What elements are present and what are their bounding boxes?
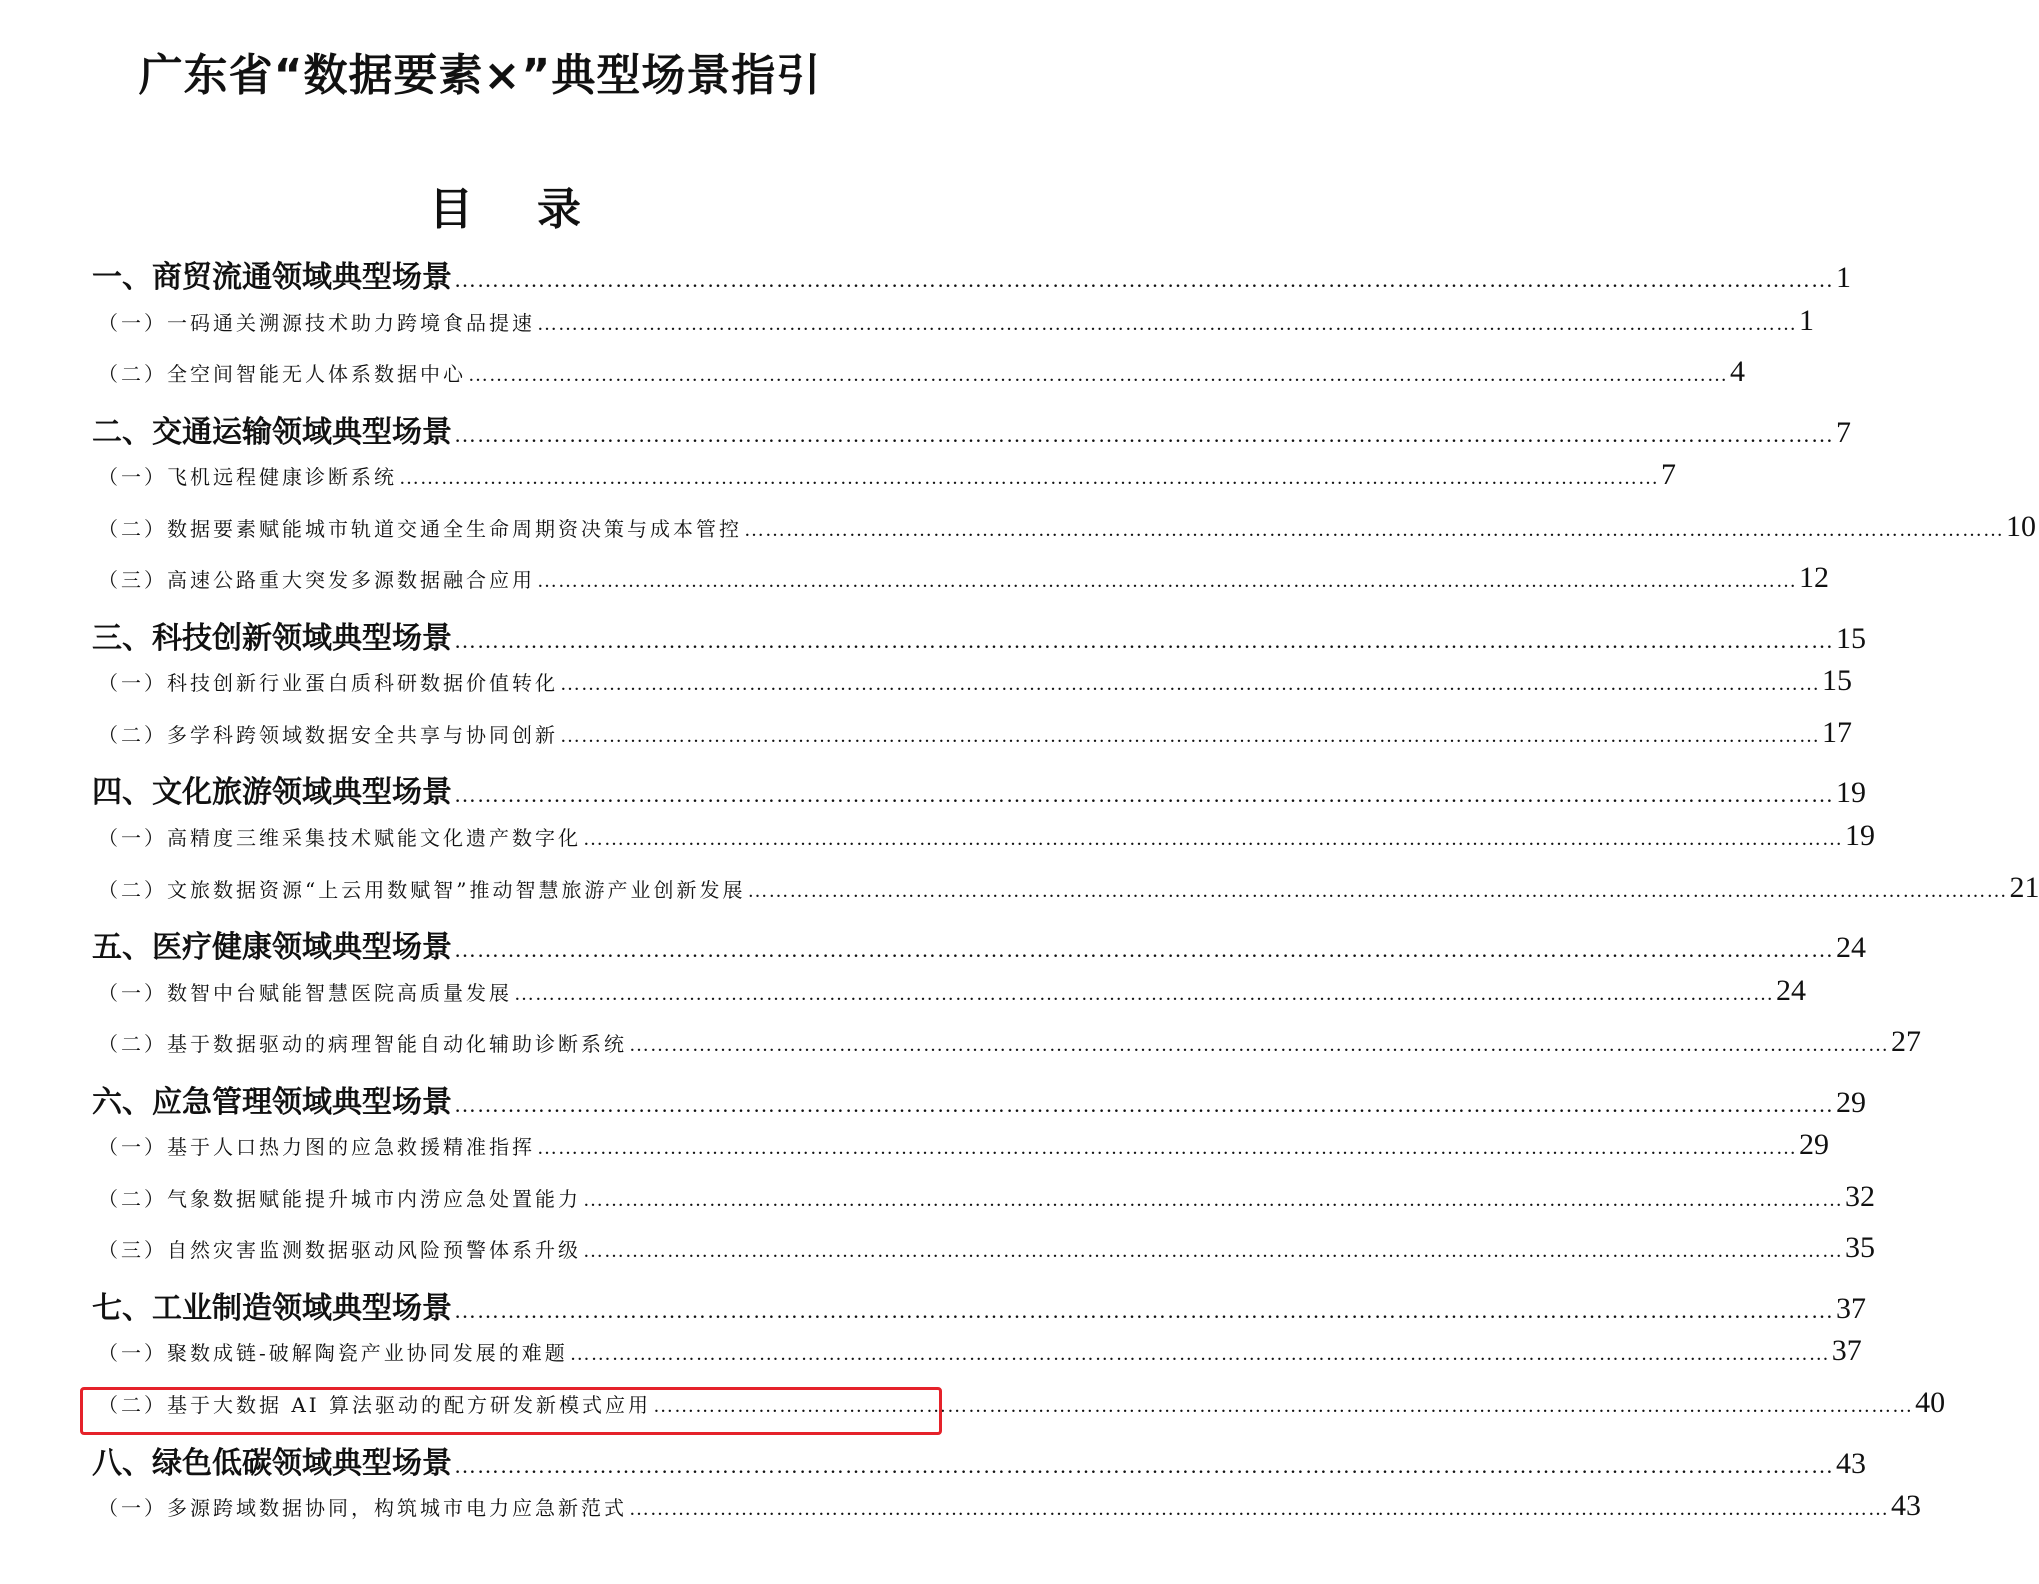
- toc-section-entry[interactable]: [92, 767, 1866, 819]
- toc-dot-leader: ………………………………………………………………………………………………………………………………………………………………: [454, 1091, 1834, 1117]
- toc-subsection-entry[interactable]: [92, 1025, 1921, 1077]
- toc-dot-leader: ………………………………………………………………………………………………………………………………………………………………: [629, 1034, 1889, 1057]
- toc-dot-leader: ………………………………………………………………………………………………………………………………………………………………: [514, 982, 1774, 1005]
- toc-entry-label: 五、医疗健康领域典型场景: [92, 930, 452, 966]
- toc-subsection-entry[interactable]: [92, 1231, 1875, 1283]
- toc-entry-label: 二、交通运输领域典型场景: [92, 414, 452, 450]
- toc-entry-label: （二）数据要素赋能城市轨道交通全生命周期资决策与成本管控: [98, 516, 742, 541]
- toc-page-number: 1: [1799, 303, 1814, 337]
- table-of-contents: [92, 252, 2039, 1541]
- toc-page-number: 24: [1776, 973, 1806, 1007]
- toc-entry-label: （二）基于大数据 AI 算法驱动的配方研发新模式应用: [98, 1393, 652, 1418]
- toc-page-number: 17: [1822, 715, 1852, 749]
- toc-dot-leader: ………………………………………………………………………………………………………………………………………………………………: [583, 828, 1843, 851]
- toc-entry-label: （二）多学科跨领域数据安全共享与协同创新: [98, 722, 558, 747]
- toc-entry-label: （二）气象数据赋能提升城市内涝应急处置能力: [98, 1186, 581, 1211]
- toc-entry-label: （二）基于数据驱动的病理智能自动化辅助诊断系统: [98, 1032, 627, 1057]
- toc-entry-label: （二）文旅数据资源“上云用数赋智”推动智慧旅游产业创新发展: [98, 877, 746, 902]
- toc-entry-label: （一）多源跨域数据协同，构筑城市电力应急新范式: [98, 1496, 627, 1521]
- toc-section-entry[interactable]: [92, 1077, 1866, 1129]
- toc-subsection-entry[interactable]: [92, 355, 1745, 407]
- toc-entry-label: （一）聚数成链-破解陶瓷产业协同发展的难题: [98, 1341, 568, 1366]
- toc-dot-leader: ………………………………………………………………………………………………………………………………………………………………: [629, 1498, 1889, 1521]
- toc-dot-leader: ………………………………………………………………………………………………………………………………………………………………: [747, 879, 2008, 902]
- toc-entry-label: （一）一码通关溯源技术助力跨境食品提速: [98, 310, 535, 335]
- toc-heading-char: 录: [537, 184, 581, 235]
- toc-entry-label: （三）高速公路重大突发多源数据融合应用: [98, 568, 535, 593]
- toc-subsection-entry[interactable]: [92, 664, 1852, 716]
- toc-subsection-entry[interactable]: [92, 1179, 1875, 1232]
- toc-page-number: 32: [1845, 1179, 1875, 1213]
- toc-section-entry[interactable]: [92, 1283, 1866, 1335]
- toc-dot-leader: ………………………………………………………………………………………………………………………………………………………………: [537, 1137, 1797, 1160]
- toc-page-number: 37: [1836, 1291, 1866, 1325]
- red-highlight-box: [80, 1387, 942, 1435]
- toc-page-number: 40: [1915, 1386, 1946, 1420]
- toc-dot-leader: ………………………………………………………………………………………………………………………………………………………………: [454, 627, 1834, 653]
- toc-page-number: 10: [2006, 509, 2036, 543]
- toc-dot-leader: ………………………………………………………………………………………………………………………………………………………………: [653, 1395, 1914, 1418]
- toc-entry-label: （一）数智中台赋能智慧医院高质量发展: [98, 980, 512, 1005]
- toc-page-number: 1: [1836, 261, 1851, 294]
- toc-dot-leader: ………………………………………………………………………………………………………………………………………………………………: [399, 467, 1659, 490]
- toc-entry-label: （一）基于人口热力图的应急救援精准指挥: [98, 1135, 535, 1160]
- toc-subsection-entry[interactable]: [92, 303, 1814, 356]
- toc-page-number: 35: [1845, 1231, 1875, 1265]
- toc-dot-leader: ………………………………………………………………………………………………………………………………………………………………: [537, 312, 1797, 335]
- toc-dot-leader: ………………………………………………………………………………………………………………………………………………………………: [454, 782, 1834, 808]
- toc-page-number: 15: [1836, 621, 1866, 655]
- toc-subsection-entry[interactable]: [92, 1489, 1921, 1541]
- toc-subsection-entry[interactable]: [92, 1334, 1862, 1386]
- toc-section-entry[interactable]: [92, 922, 1866, 974]
- toc-page-number: 15: [1822, 664, 1852, 698]
- toc-entry-label: 七、工业制造领域典型场景: [92, 1290, 452, 1326]
- toc-dot-leader: ………………………………………………………………………………………………………………………………………………………………: [560, 724, 1820, 747]
- toc-section-entry[interactable]: [92, 1438, 1866, 1490]
- toc-entry-label: 八、绿色低碳领域典型场景: [92, 1445, 452, 1481]
- toc-dot-leader: ………………………………………………………………………………………………………………………………………………………………: [537, 570, 1797, 593]
- toc-subsection-entry[interactable]: [92, 561, 1829, 613]
- toc-dot-leader: ………………………………………………………………………………………………………………………………………………………………: [454, 267, 1834, 292]
- toc-subsection-entry[interactable]: [92, 1128, 1829, 1180]
- toc-page-number: 12: [1799, 561, 1829, 595]
- toc-heading-char: 目: [429, 184, 473, 235]
- toc-dot-leader: ………………………………………………………………………………………………………………………………………………………………: [569, 1343, 1830, 1366]
- toc-dot-leader: ………………………………………………………………………………………………………………………………………………………………: [454, 1452, 1834, 1478]
- toc-dot-leader: ………………………………………………………………………………………………………………………………………………………………: [744, 518, 2004, 541]
- document-title: 广东省“数据要素×”典型场景指引: [138, 50, 822, 101]
- toc-page-number: 19: [1836, 776, 1866, 810]
- toc-page-number: 29: [1799, 1128, 1829, 1162]
- toc-section-entry[interactable]: [92, 407, 1851, 459]
- toc-entry-label: 三、科技创新领域典型场景: [92, 620, 452, 656]
- toc-page-number: 43: [1836, 1446, 1866, 1480]
- toc-page-number: 27: [1891, 1025, 1921, 1059]
- toc-subsection-entry[interactable]: [92, 819, 1875, 871]
- toc-dot-leader: ………………………………………………………………………………………………………………………………………………………………: [468, 364, 1728, 387]
- toc-dot-leader: ………………………………………………………………………………………………………………………………………………………………: [583, 1188, 1843, 1211]
- toc-page-number: 7: [1661, 458, 1676, 492]
- toc-dot-leader: ………………………………………………………………………………………………………………………………………………………………: [454, 937, 1834, 963]
- toc-subsection-entry[interactable]: [92, 715, 1852, 768]
- toc-page-number: 43: [1891, 1489, 1921, 1523]
- toc-dot-leader: ………………………………………………………………………………………………………………………………………………………………: [560, 673, 1820, 696]
- toc-entry-label: （一）飞机远程健康诊断系统: [98, 465, 397, 490]
- toc-page-number: 24: [1836, 931, 1866, 965]
- toc-entry-label: （三）自然灾害监测数据驱动风险预警体系升级: [98, 1238, 581, 1263]
- toc-section-entry[interactable]: [92, 613, 1866, 665]
- toc-section-entry[interactable]: [92, 252, 1851, 304]
- toc-entry-label: （一）科技创新行业蛋白质科研数据价值转化: [98, 671, 558, 696]
- toc-page-number: 4: [1730, 355, 1745, 389]
- toc-entry-label: 一、商贸流通领域典型场景: [92, 260, 452, 295]
- toc-subsection-entry[interactable]: [92, 509, 2036, 562]
- toc-entry-label: 四、文化旅游领域典型场景: [92, 775, 452, 811]
- toc-page-number: 7: [1836, 415, 1851, 449]
- toc-dot-leader: ………………………………………………………………………………………………………………………………………………………………: [583, 1240, 1843, 1263]
- toc-subsection-entry[interactable]: [92, 870, 2039, 923]
- toc-subsection-entry[interactable]: [92, 973, 1806, 1026]
- toc-dot-leader: ………………………………………………………………………………………………………………………………………………………………: [454, 1297, 1834, 1323]
- toc-subsection-entry[interactable]: [92, 458, 1676, 510]
- toc-entry-label: （二）全空间智能无人体系数据中心: [98, 362, 466, 387]
- toc-page-number: 19: [1845, 819, 1875, 853]
- toc-heading: [0, 182, 1010, 238]
- toc-entry-label: 六、应急管理领域典型场景: [92, 1084, 452, 1120]
- toc-page-number: 37: [1831, 1334, 1862, 1368]
- toc-entry-label: （一）高精度三维采集技术赋能文化遗产数字化: [98, 826, 581, 851]
- toc-dot-leader: ………………………………………………………………………………………………………………………………………………………………: [454, 421, 1834, 447]
- toc-page-number: 21: [2009, 870, 2039, 904]
- toc-page-number: 29: [1836, 1085, 1866, 1119]
